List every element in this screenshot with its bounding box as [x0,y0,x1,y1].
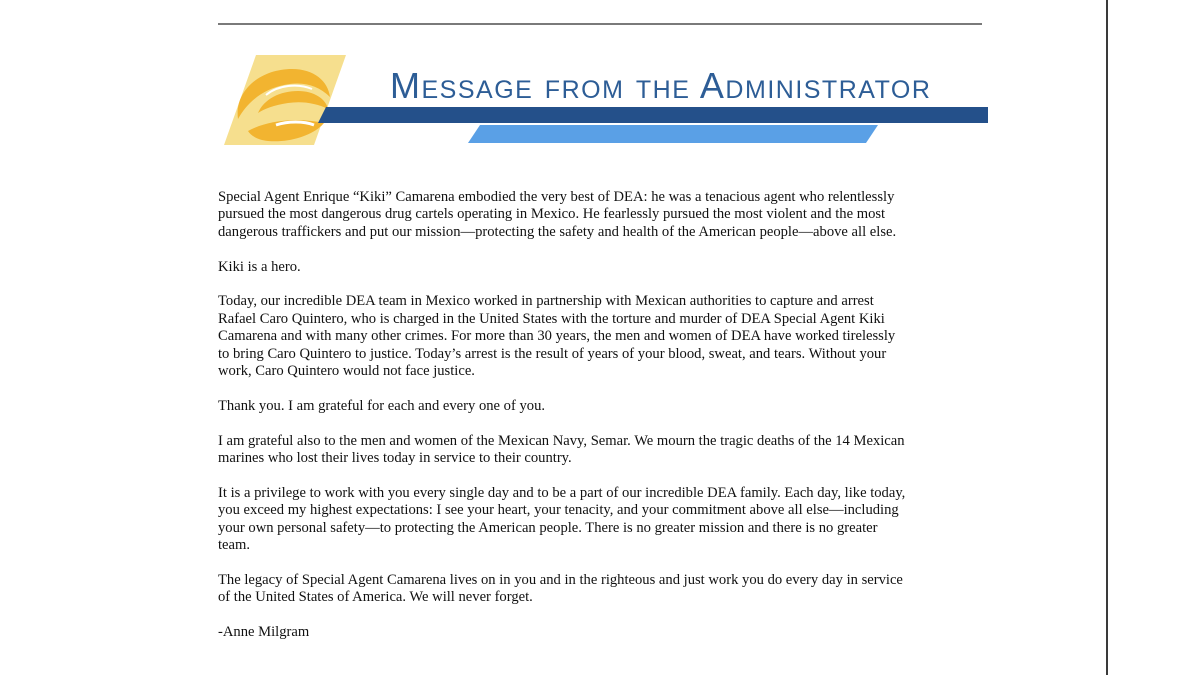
signature: -Anne Milgram [218,624,310,641]
paragraph: I am grateful also to the men and women of the Mexican Navy, Semar. We mourn the tragic deaths of the 14 Mexican marines who lost their lives today in service to their country. [218,432,905,467]
page-title: Message from the Administrator [390,65,932,106]
paragraph: Special Agent Enrique “Kiki” Camarena embodied the very best of DEA: he was a tenacious agent who relentlessly pursued the most dangerous drug cartels operating in Mexico. He fearlessly pursued the most violent and the most dangerous traffickers and put our mission—protecting the safety and health of the American people—above all else. [218,189,897,240]
paragraph: The legacy of Special Agent Camarena lives on in you and in the righteous and just work you do every day in service of the United States of America. We will never forget. [218,571,903,606]
banner-dark-bar [318,107,988,123]
paragraph: Today, our incredible DEA team in Mexico worked in partnership with Mexican authorities to capture and arrest Rafael Caro Quintero, who is charged in the United States with the torture and murder of DEA Special Agent Kiki Camarena and with many other crimes. For more than 30 years, the men and women of DEA have worked tirelessly to bring Caro Quintero to justice. Today’s arrest is the result of years of your blood, sweat, and tears. Without your work, Caro Quintero would not face justice. [218,293,896,380]
top-divider [218,23,982,25]
page-edge [1106,0,1108,675]
paragraph: Kiki is a hero. [218,258,301,275]
banner-light-bar [468,125,878,143]
paragraph: Thank you. I am grateful for each and every one of you. [218,397,546,414]
header-banner [218,55,988,150]
paragraph: It is a privilege to work with you every single day and to be a part of our incredible DEA family. Each day, like today, you exceed my highest expectations: I see your heart, your tenacity, and your commitment above all else—including your own personal safety—to protecting the American people. There is no greater mission and there is no greater team. [218,484,906,554]
letter-body [218,189,988,641]
